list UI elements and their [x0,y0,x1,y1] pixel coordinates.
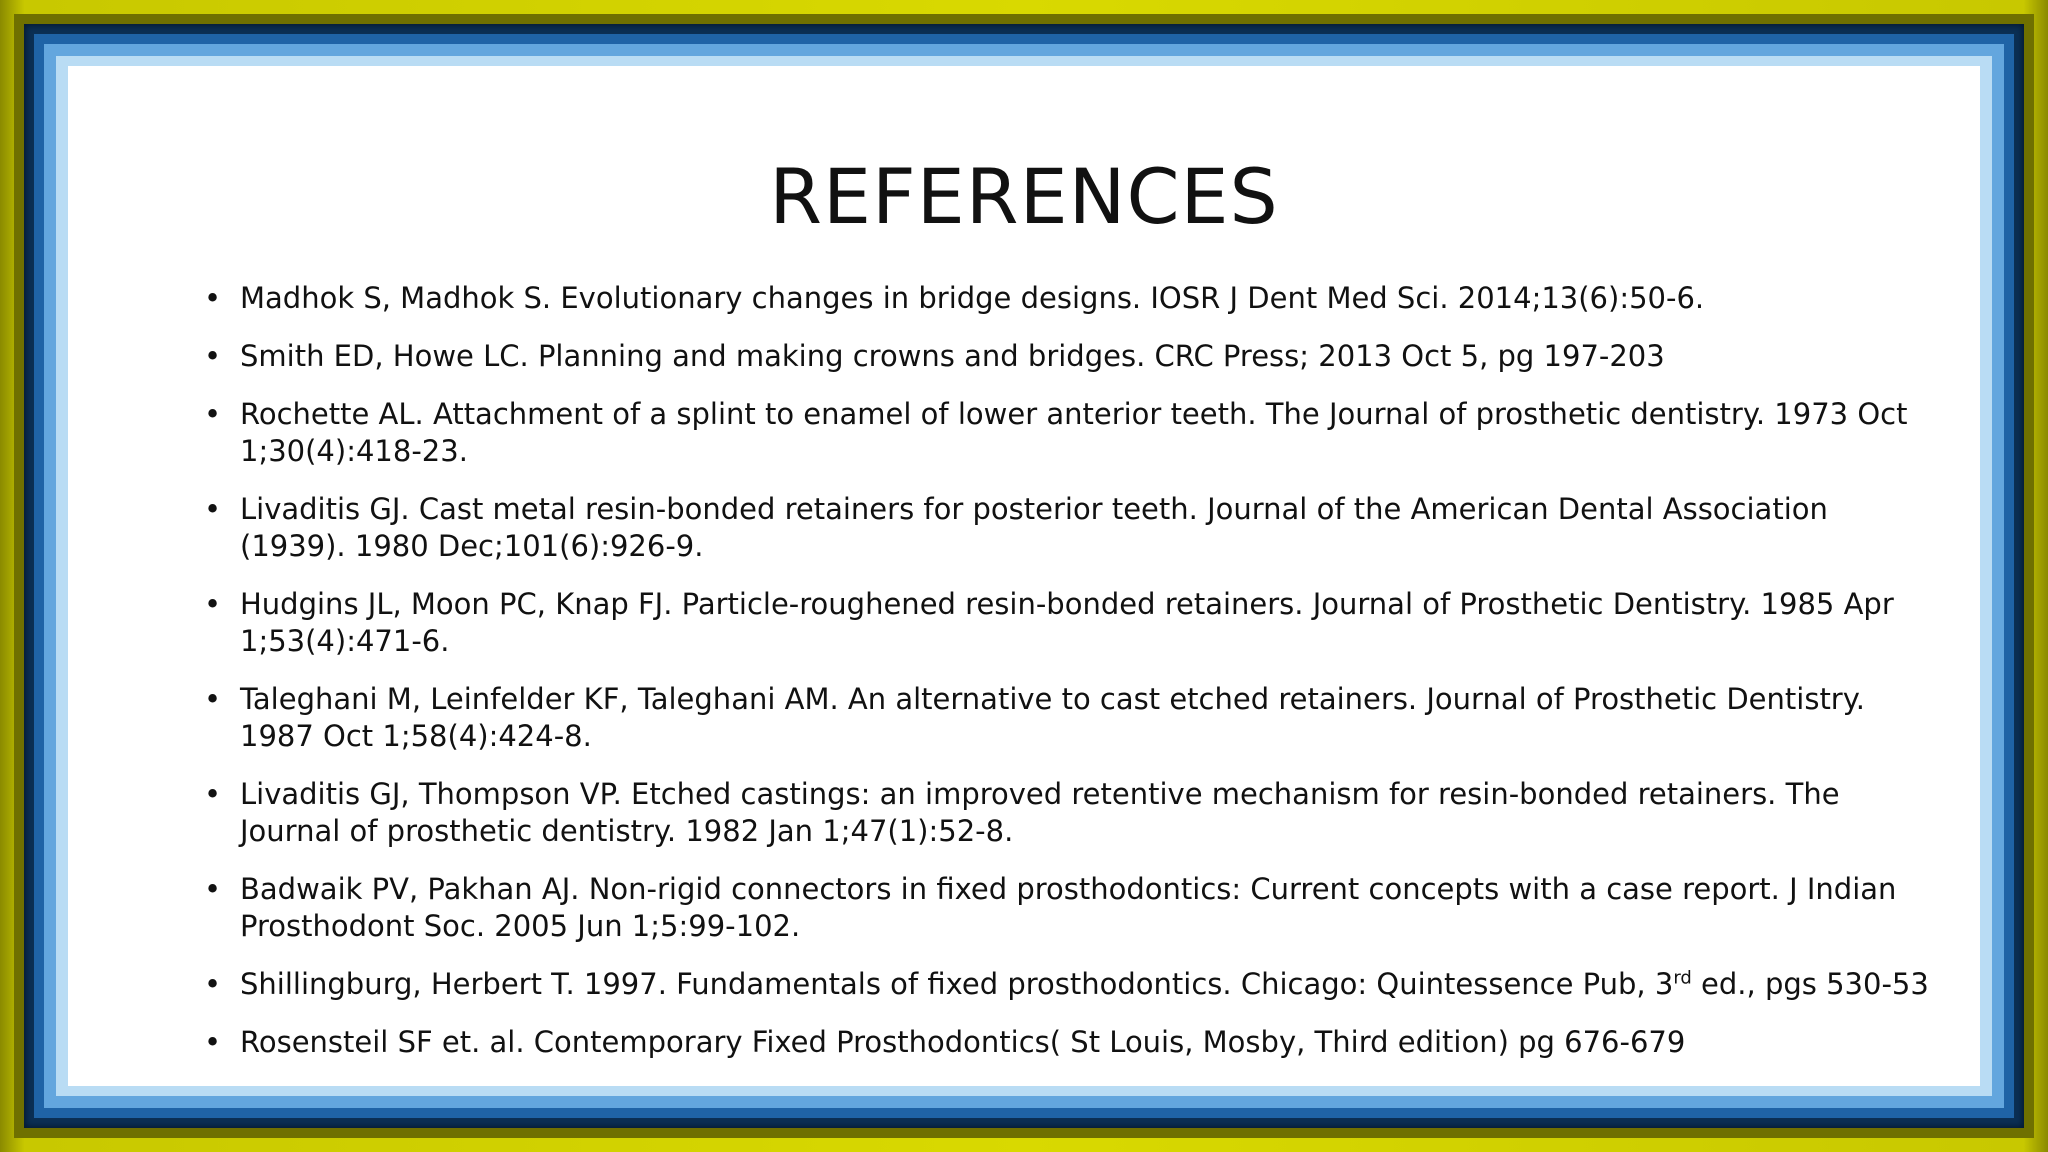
reference-text: Rosensteil SF et. al. Contemporary Fixed Prosthodontics( St Louis, Mosby, Third edition) pg 676-679 [240,1025,1686,1059]
reference-superscript: rd [1673,967,1692,989]
reference-item [194,1024,1934,1061]
bullet-icon: • [204,339,222,373]
reference-text-tail: ed., pgs 530-53 [1691,967,1929,1001]
reference-item [194,491,1934,565]
reference-item [194,776,1934,850]
reference-item [194,871,1934,945]
reference-text: Livaditis GJ. Cast metal resin-bonded retainers for posterior teeth. Journal of the American Dental Association (1939). 1980 Dec;101(6):926-9. [240,492,1828,563]
bullet-icon: • [204,1025,222,1059]
bullet-icon: • [204,587,222,621]
reference-text: Shillingburg, Herbert T. 1997. Fundamentals of fixed prosthodontics. Chicago: Quintessence Pub, 3 [240,967,1674,1001]
reference-item [194,396,1934,470]
reference-text: Rochette AL. Attachment of a splint to enamel of lower anterior teeth. The Journal of prosthetic dentistry. 1973 Oct 1;30(4):418-23. [240,397,1908,468]
reference-item [194,338,1934,375]
reference-item [194,280,1934,317]
reference-text: Madhok S, Madhok S. Evolutionary changes in bridge designs. IOSR J Dent Med Sci. 2014;13(6):50-6. [240,281,1705,315]
bullet-icon: • [204,872,222,906]
reference-item [194,681,1934,755]
reference-text: Badwaik PV, Pakhan AJ. Non-rigid connectors in fixed prosthodontics: Current concepts with a case report. J Indian Prosthodont Soc. 2005 Jun 1;5:99-102. [240,872,1897,943]
references-list [194,280,1934,1082]
reference-text: Smith ED, Howe LC. Planning and making crowns and bridges. CRC Press; 2013 Oct 5, pg 197-203 [240,339,1665,373]
reference-text: Livaditis GJ, Thompson VP. Etched castings: an improved retentive mechanism for resin-bonded retainers. The Journal of prosthetic dentistry. 1982 Jan 1;47(1):52-8. [240,777,1840,848]
bullet-icon: • [204,967,222,1001]
slide-title: REFERENCES [769,152,1279,241]
bullet-icon: • [204,281,222,315]
bullet-icon: • [204,777,222,811]
reference-text: Taleghani M, Leinfelder KF, Taleghani AM. An alternative to cast etched retainers. Journal of Prosthetic Dentistry. 1987 Oct 1;58(4):424-8. [240,682,1865,753]
reference-item [194,966,1934,1003]
reference-item [194,586,1934,660]
reference-text: Hudgins JL, Moon PC, Knap FJ. Particle-roughened resin-bonded retainers. Journal of Prosthetic Dentistry. 1985 Apr 1;53(4):471-6. [240,587,1894,658]
bullet-icon: • [204,397,222,431]
bullet-icon: • [204,682,222,716]
slide-canvas [68,66,1980,1086]
bullet-icon: • [204,492,222,526]
